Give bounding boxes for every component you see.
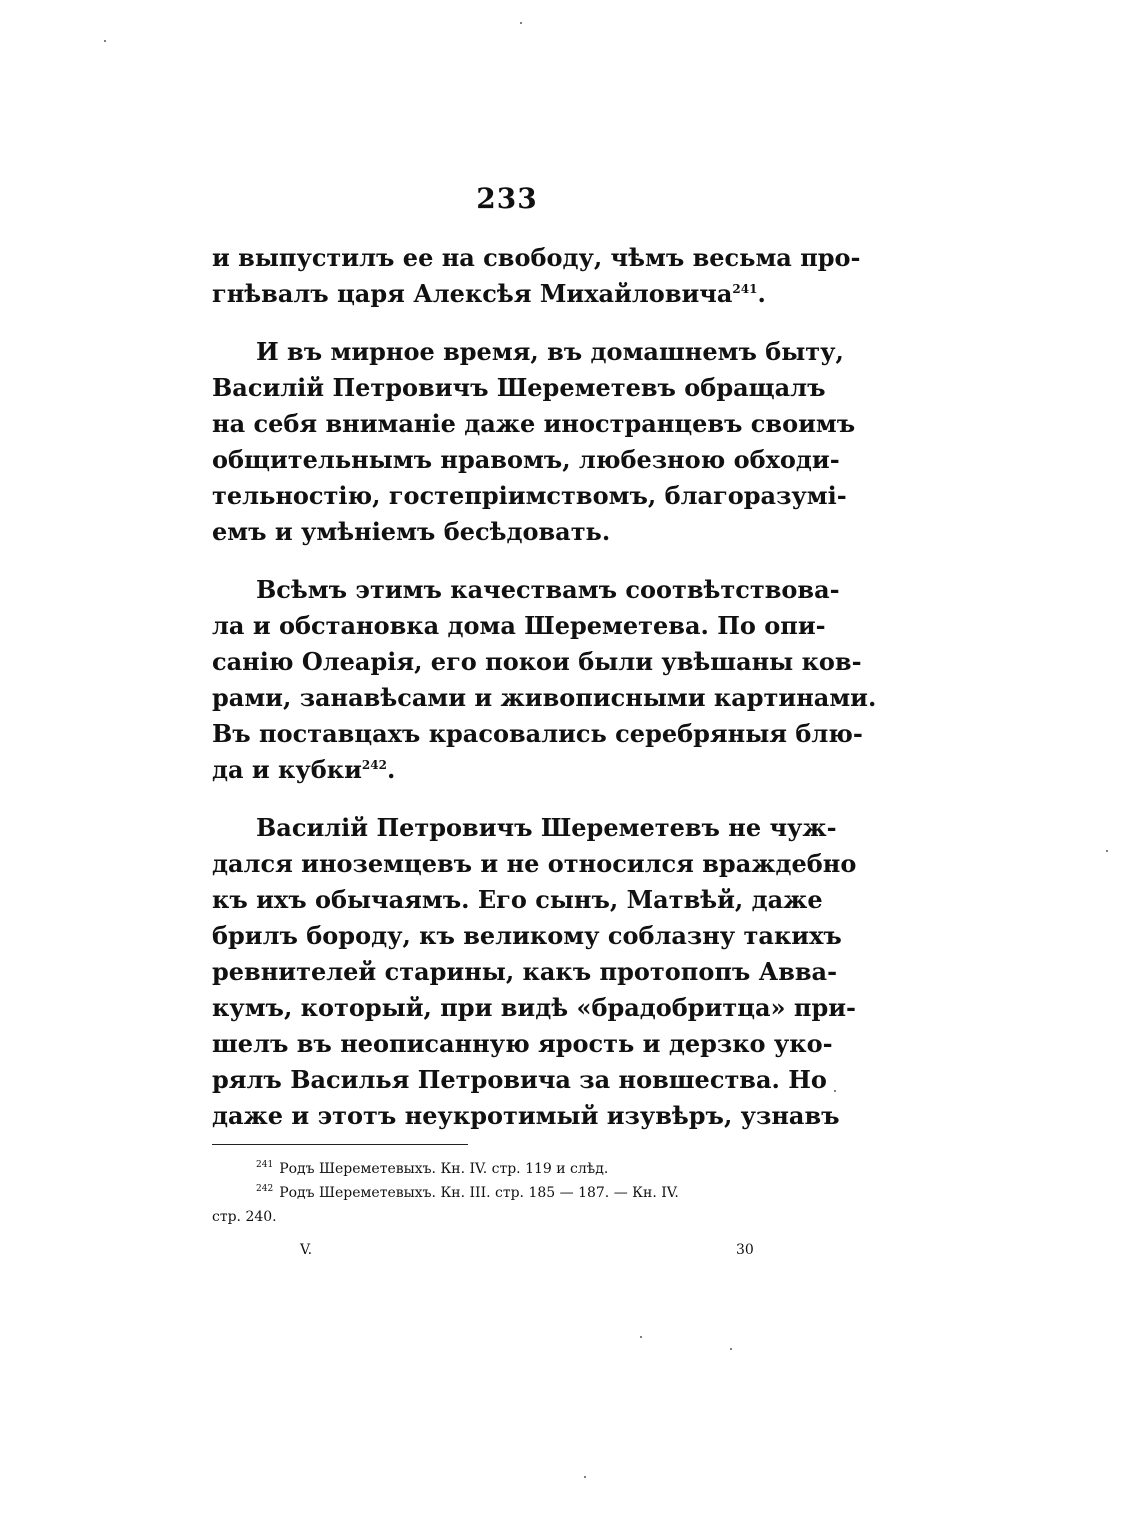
body-line: даже и этотъ неукротимый изувѣръ, узнавъ bbox=[212, 1101, 840, 1130]
body-line: рялъ Василья Петровича за новшества. Но bbox=[212, 1065, 827, 1094]
print-speck bbox=[584, 1476, 586, 1478]
body-line: дался иноземцевъ и не относился враждебно bbox=[212, 849, 857, 878]
print-speck bbox=[730, 1348, 732, 1350]
body-line: брилъ бороду, къ великому соблазну такихъ bbox=[212, 921, 842, 950]
body-line: Всѣмъ этимъ качествамъ соотвѣтствова- bbox=[256, 575, 840, 604]
footnote-separator bbox=[212, 1144, 468, 1145]
print-speck bbox=[834, 1090, 836, 1092]
footnote-text: Родъ Шереметевыхъ. Кн. IV. стр. 119 и слѣд. bbox=[279, 1161, 609, 1177]
footnote-text: Родъ Шереметевыхъ. Кн. III. стр. 185 — 187. — Кн. IV. bbox=[279, 1185, 679, 1201]
footnote-reference-242: 242 bbox=[361, 758, 387, 772]
body-line: и выпустилъ ее на свободу, чѣмъ весьма про- bbox=[212, 243, 861, 272]
body-line-text: гнѣвалъ царя Алексѣя Михайловича bbox=[212, 279, 733, 308]
body-line: тельностію, гостепріимствомъ, благоразумі- bbox=[212, 481, 847, 510]
volume-signature: V. bbox=[300, 1242, 313, 1258]
print-speck bbox=[104, 40, 106, 42]
body-line: ла и обстановка дома Шереметева. По опи- bbox=[212, 611, 826, 640]
footnote-241 bbox=[256, 1158, 798, 1180]
footnote-reference-241: 241 bbox=[732, 282, 758, 296]
period: . bbox=[757, 279, 766, 308]
body-line bbox=[212, 276, 798, 312]
body-line: ревнителей старины, какъ протопопъ Авва- bbox=[212, 957, 838, 986]
body-line: шелъ въ неописанную ярость и дерзко уко- bbox=[212, 1029, 833, 1058]
sheet-signature: 30 bbox=[736, 1242, 754, 1258]
body-line: Василій Петровичъ Шереметевъ не чуж- bbox=[256, 813, 837, 842]
body-line-text: да и кубки bbox=[212, 755, 362, 784]
period: . bbox=[386, 755, 396, 784]
footnote-242 bbox=[256, 1182, 798, 1204]
body-line: на себя вниманіе даже иностранцевъ своимъ bbox=[212, 409, 856, 438]
body-line: емъ и умѣніемъ бесѣдовать. bbox=[212, 517, 611, 546]
body-line: Въ поставцахъ красовались серебряныя блю- bbox=[212, 719, 863, 748]
footnote-continuation: стр. 240. bbox=[212, 1209, 277, 1225]
body-line: кумъ, который, при видѣ «брадобритца» при- bbox=[212, 993, 856, 1022]
page-number: 233 bbox=[476, 182, 538, 215]
print-speck bbox=[520, 22, 522, 24]
body-line: рами, занавѣсами и живописными картинами. bbox=[212, 683, 877, 712]
body-line: И въ мирное время, въ домашнемъ быту, bbox=[256, 337, 844, 366]
print-speck bbox=[1106, 850, 1108, 852]
print-speck bbox=[640, 1336, 642, 1338]
footnote-number: 241 bbox=[256, 1160, 274, 1171]
body-line: санію Олеарія, его покои были увѣшаны ков- bbox=[212, 647, 862, 676]
body-line: Василій Петровичъ Шереметевъ обращалъ bbox=[212, 373, 826, 402]
body-line: къ ихъ обычаямъ. Его сынъ, Матвѣй, даже bbox=[212, 885, 823, 914]
body-line: общительнымъ нравомъ, любезною обходи- bbox=[212, 445, 840, 474]
footnote-number: 242 bbox=[256, 1184, 274, 1195]
body-line bbox=[212, 752, 798, 788]
